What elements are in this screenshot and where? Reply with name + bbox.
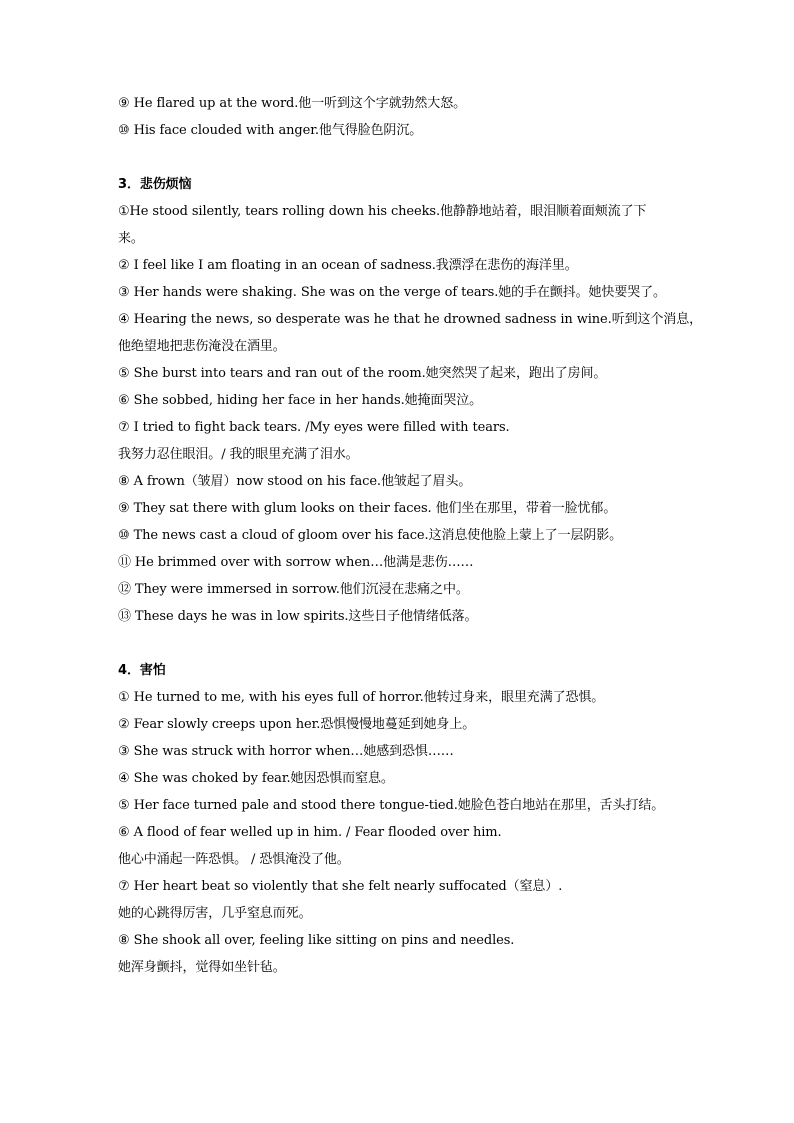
list-item: ⑬ These days he was in low spirits.这些日子他情绪低落。: [118, 609, 478, 624]
section-heading: 4．害怕: [118, 663, 166, 678]
list-item: ⑥ She sobbed, hiding her face in her hands.她掩面哭泣。: [118, 393, 483, 408]
list-item: ③ She was struck with horror when…她感到恐惧……: [118, 744, 454, 759]
list-item: ⑧ She shook all over, feeling like sitting on pins and needles.: [118, 933, 515, 948]
list-item: ⑨ They sat there with glum looks on their faces. 他们坐在那里，带着一脸忧郁。: [118, 501, 617, 516]
list-item: ⑦ Her heart beat so violently that she felt nearly suffocated（窒息）.: [118, 879, 563, 894]
list-item: ① He turned to me, with his eyes full of horror.他转过身来，眼里充满了恐惧。: [118, 690, 605, 705]
list-item-continuation: 他心中涌起一阵恐惧。 / 恐惧淹没了他。: [118, 852, 350, 867]
list-item-continuation: 我努力忍住眼泪。/ 我的眼里充满了泪水。: [118, 447, 359, 462]
list-item: ⑦ I tried to fight back tears. /My eyes were filled with tears.: [118, 420, 510, 435]
list-item: ⑪ He brimmed over with sorrow when…他满是悲伤……: [118, 555, 474, 570]
list-item: ①He stood silently, tears rolling down his cheeks.他静静地站着，眼泪顺着面颊流了下: [118, 204, 647, 219]
list-item: ③ Her hands were shaking. She was on the verge of tears.她的手在颤抖。她快要哭了。: [118, 285, 666, 300]
list-item: ② Fear slowly creeps upon her.恐惧慢慢地蔓延到她身上。: [118, 717, 476, 732]
list-item: ⑫ They were immersed in sorrow.他们沉浸在悲痛之中。: [118, 582, 469, 597]
list-item: ⑥ A flood of fear welled up in him. / Fear flooded over him.: [118, 825, 502, 840]
list-item-continuation: 她的心跳得厉害，几乎窒息而死。: [118, 906, 312, 921]
list-item: ④ She was choked by fear.她因恐惧而窒息。: [118, 771, 394, 786]
section-heading: 3．悲伤烦恼: [118, 177, 192, 192]
list-item-continuation: 她浑身颤抖，觉得如坐针毡。: [118, 960, 286, 975]
list-item-continuation: 他绝望地把悲伤淹没在酒里。: [118, 339, 286, 354]
list-item: ② I feel like I am floating in an ocean of sadness.我漂浮在悲伤的海洋里。: [118, 258, 578, 273]
list-item: ⑩ His face clouded with anger.他气得脸色阴沉。: [118, 123, 423, 138]
list-item: ④ Hearing the news, so desperate was he that he drowned sadness in wine.听到这个消息，: [118, 312, 702, 327]
list-item: ⑨ He flared up at the word.他一听到这个字就勃然大怒。: [118, 96, 467, 111]
list-item: ⑩ The news cast a cloud of gloom over his face.这消息使他脸上蒙上了一层阴影。: [118, 528, 623, 543]
list-item: ⑧ A frown（皱眉）now stood on his face.他皱起了眉头。: [118, 474, 472, 489]
list-item: ⑤ Her face turned pale and stood there tongue-tied.她脸色苍白地站在那里，舌头打结。: [118, 798, 665, 813]
list-item-continuation: 来。: [118, 231, 144, 246]
list-item: ⑤ She burst into tears and ran out of the room.她突然哭了起来，跑出了房间。: [118, 366, 607, 381]
